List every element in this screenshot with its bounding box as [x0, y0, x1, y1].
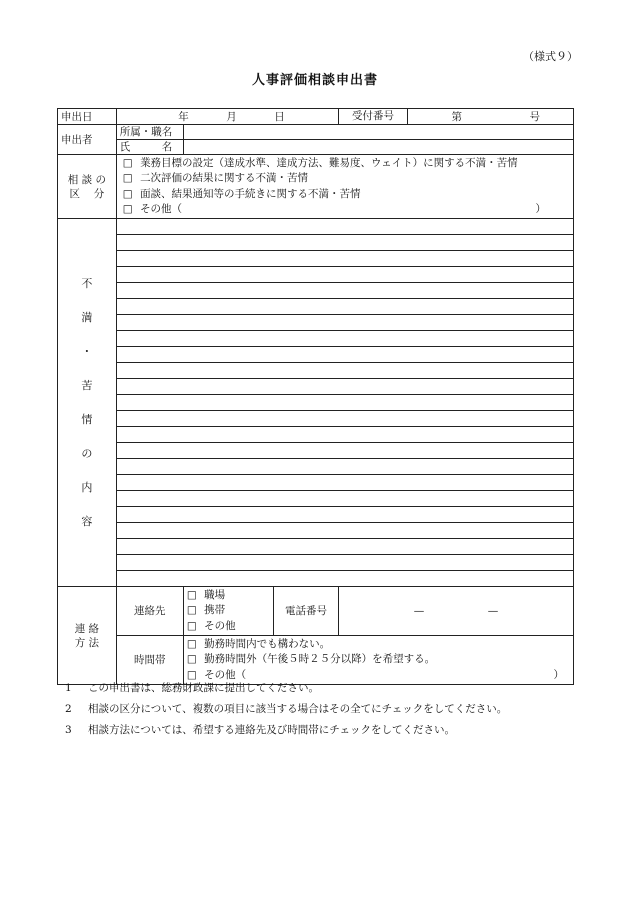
- checkbox-icon[interactable]: □: [186, 653, 197, 666]
- complaint-line[interactable]: [116, 219, 573, 235]
- category-options: [116, 155, 573, 219]
- contact-option-label: 職場: [204, 588, 226, 601]
- complaint-char: 内: [81, 480, 93, 494]
- note-number: 3: [65, 724, 72, 736]
- complaint-line[interactable]: [116, 427, 573, 443]
- checkbox-icon[interactable]: □: [186, 604, 197, 617]
- category-option-1-label: 業務目標の設定（達成水準、達成方法、難易度、ウェイト）に関する不満・苦情: [140, 156, 518, 169]
- complaint-line[interactable]: [116, 411, 573, 427]
- phone-dash: —: [487, 605, 499, 617]
- category-option-3[interactable]: [123, 187, 570, 203]
- day-label: 日: [274, 110, 285, 123]
- complaint-line[interactable]: [116, 491, 573, 507]
- phone-label: 電話番号: [274, 587, 339, 636]
- category-option-4-label: その他（: [140, 203, 183, 215]
- close-paren: ）: [553, 668, 564, 681]
- phone-input[interactable]: [339, 587, 574, 636]
- complaint-line[interactable]: [116, 571, 573, 587]
- checkbox-icon[interactable]: □: [186, 588, 197, 601]
- time-label: 時間帯: [116, 636, 183, 685]
- note-item: [65, 678, 507, 699]
- time-option-label: 勤務時間外（午後５時２５分以降）を希望する。: [204, 653, 436, 666]
- applicant-label: 申出者: [58, 125, 117, 155]
- year-label: 年: [178, 110, 189, 123]
- contact-options: [183, 587, 273, 636]
- category-label-line1: 相 談 の: [67, 173, 106, 186]
- complaint-line[interactable]: [116, 539, 573, 555]
- category-option-2[interactable]: [123, 171, 570, 187]
- checkbox-icon[interactable]: □: [122, 156, 133, 169]
- note-text: 相談の区分について、複数の項目に該当する場合はその全てにチェックをしてください。: [88, 703, 508, 715]
- complaint-line[interactable]: [116, 251, 573, 267]
- month-label: 月: [226, 110, 237, 123]
- method-label-line2: 方 法: [74, 636, 100, 649]
- time-option-label: 勤務時間内でも構わない。: [204, 637, 331, 650]
- contact-option-mobile[interactable]: [187, 603, 270, 619]
- category-label: [58, 155, 117, 219]
- complaint-line[interactable]: [116, 267, 573, 283]
- checkbox-icon[interactable]: □: [122, 172, 133, 184]
- time-option-1[interactable]: [187, 637, 570, 653]
- complaint-line[interactable]: [116, 507, 573, 523]
- complaint-line[interactable]: [116, 475, 573, 491]
- method-label: [58, 587, 117, 685]
- complaint-char: 容: [81, 514, 93, 528]
- checkbox-icon[interactable]: □: [186, 619, 197, 632]
- checkbox-icon[interactable]: □: [186, 668, 197, 681]
- notes: [65, 678, 507, 741]
- contact-option-label: その他: [204, 619, 236, 632]
- category-option-1[interactable]: [123, 156, 570, 172]
- receipt-dai: 第: [451, 110, 463, 123]
- category-option-2-label: 二次評価の結果に関する不満・苦情: [140, 172, 309, 184]
- complaint-line[interactable]: [116, 459, 573, 475]
- complaint-line[interactable]: [116, 443, 573, 459]
- note-text: この申出書は、総務財政課に提出してください。: [88, 682, 319, 694]
- complaint-line[interactable]: [116, 315, 573, 331]
- method-label-line1: 連 絡: [74, 622, 100, 635]
- complaint-char: 苦: [81, 378, 93, 392]
- contact-option-workplace[interactable]: [187, 588, 270, 604]
- complaint-char: 情: [81, 412, 93, 426]
- date-label: 申出日: [58, 109, 117, 125]
- close-paren: ）: [535, 203, 546, 215]
- name-label: 氏 名: [116, 140, 183, 155]
- complaint-line[interactable]: [116, 299, 573, 315]
- contact-label: 連絡先: [116, 587, 183, 636]
- complaint-line[interactable]: [116, 555, 573, 571]
- checkbox-icon[interactable]: □: [122, 203, 133, 215]
- complaint-line[interactable]: [116, 523, 573, 539]
- checkbox-icon[interactable]: □: [122, 187, 133, 200]
- category-option-4[interactable]: [123, 202, 570, 218]
- complaint-line[interactable]: [116, 235, 573, 251]
- note-item: [65, 699, 507, 720]
- complaint-label: [58, 219, 117, 587]
- complaint-line[interactable]: [116, 363, 573, 379]
- note-item: [65, 720, 507, 741]
- complaint-char: ・: [81, 344, 93, 358]
- phone-dash: —: [413, 605, 425, 617]
- receipt-cell: [339, 109, 574, 125]
- complaint-char: 不: [81, 276, 93, 290]
- complaint-char: 満: [81, 310, 93, 324]
- category-label-line2: 区 分: [69, 187, 105, 200]
- application-form-table: [57, 108, 574, 685]
- receipt-label: 受付番号: [339, 109, 408, 124]
- page-title: 人事評価相談申出書: [251, 73, 378, 88]
- contact-option-label: 携帯: [204, 604, 226, 617]
- category-option-3-label: 面談、結果通知等の手続きに関する不満・苦情: [140, 187, 361, 200]
- time-option-2[interactable]: [187, 652, 570, 668]
- date-field[interactable]: [116, 109, 338, 125]
- note-text: 相談方法については、希望する連絡先及び時間帯にチェックをしてください。: [88, 724, 455, 736]
- date-row: [58, 109, 574, 125]
- complaint-line[interactable]: [116, 379, 573, 395]
- complaint-line[interactable]: [116, 395, 573, 411]
- complaint-line[interactable]: [116, 283, 573, 299]
- receipt-go: 号: [529, 110, 541, 123]
- contact-option-other[interactable]: [187, 619, 270, 635]
- checkbox-icon[interactable]: □: [186, 637, 197, 650]
- name-input[interactable]: [183, 140, 573, 155]
- complaint-line[interactable]: [116, 331, 573, 347]
- affiliation-input[interactable]: [183, 125, 573, 140]
- form-number: （様式９）: [523, 50, 578, 63]
- complaint-line[interactable]: [116, 347, 573, 363]
- complaint-char: の: [81, 446, 93, 460]
- note-number: 1: [65, 682, 72, 694]
- note-number: 2: [65, 703, 72, 715]
- time-option-label: その他（: [204, 668, 247, 681]
- affiliation-label: 所属・職名: [116, 125, 183, 140]
